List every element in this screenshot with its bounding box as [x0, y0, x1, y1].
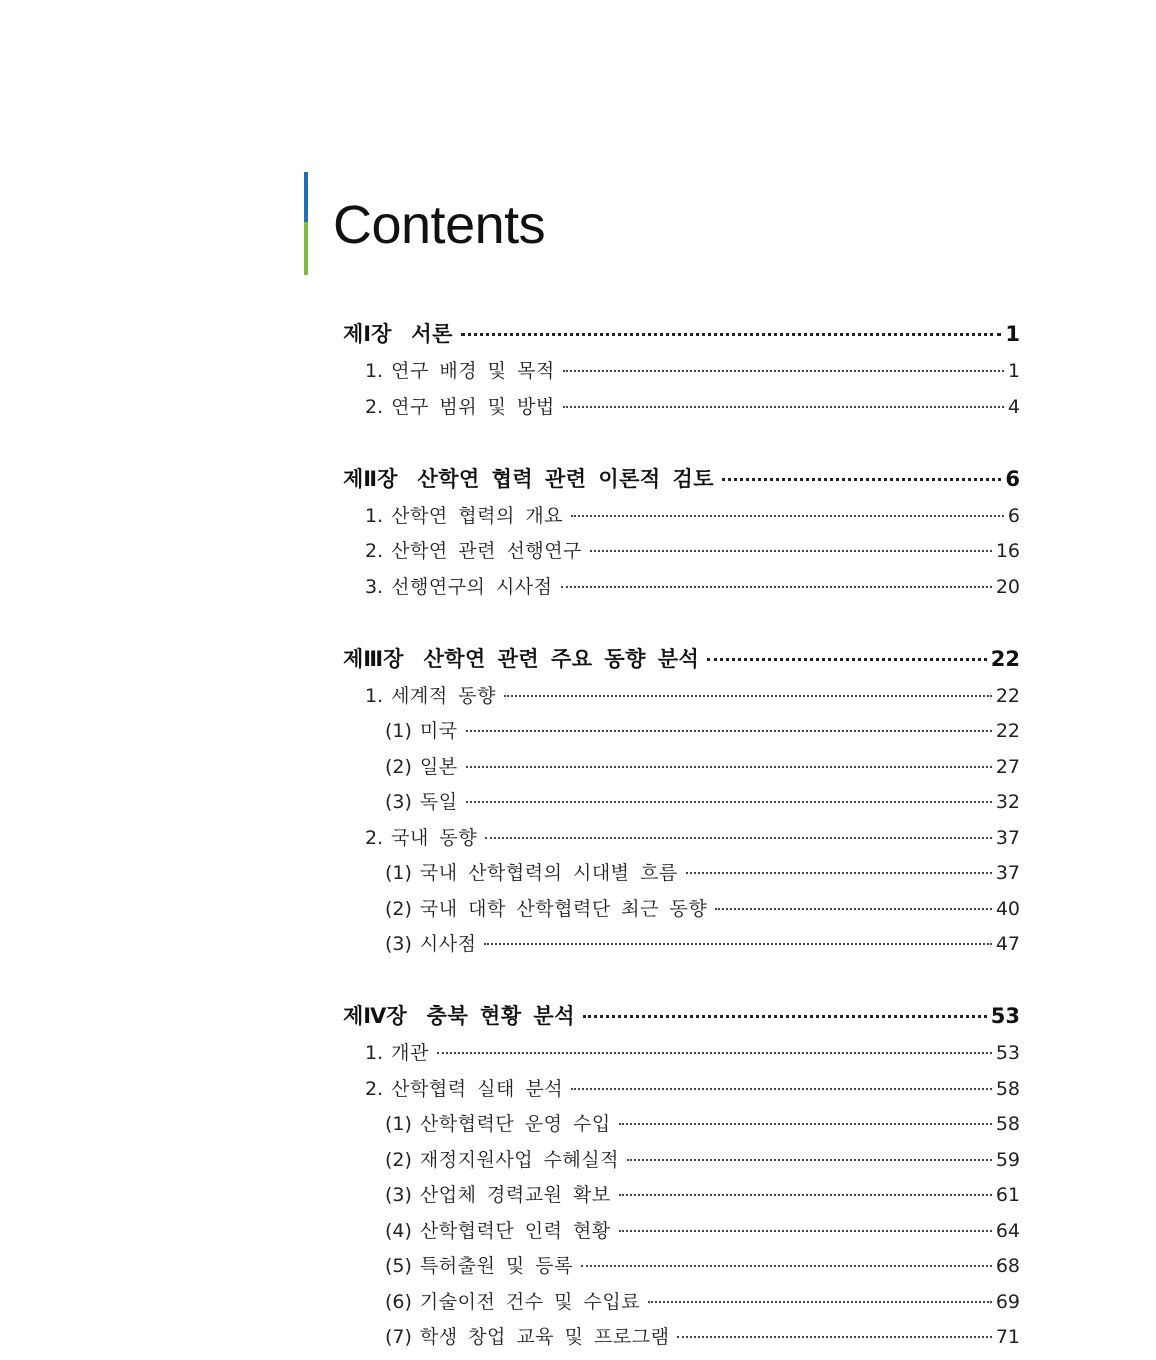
toc-entry-label: 국내 산학협력의 시대별 흐름: [419, 862, 678, 884]
toc-entry-number: (2): [385, 755, 412, 778]
toc-entry-subsection[interactable]: [385, 858, 1020, 885]
dot-leader: [466, 801, 992, 803]
toc-entry-number: (1): [385, 862, 412, 884]
toc-entry-page-number: 1: [1005, 322, 1020, 346]
toc-entry-chapter[interactable]: [343, 318, 1020, 348]
toc-entry-page-number: 59: [995, 1148, 1020, 1171]
toc-entry-label: 산학연 협력의 개요: [391, 504, 564, 527]
dot-leader: [563, 370, 1004, 372]
toc-entry-page-number: 68: [995, 1255, 1020, 1277]
toc-entry-page-number: 58: [995, 1113, 1020, 1135]
toc-entry-page-number: 4: [1007, 395, 1020, 418]
dot-leader: [466, 766, 992, 768]
toc-entry-section[interactable]: [365, 823, 1020, 850]
toc-entry-subsection[interactable]: [385, 929, 1020, 956]
toc-entry-section[interactable]: [365, 392, 1020, 419]
toc-entry-label: 기술이전 건수 및 수입료: [419, 1290, 641, 1313]
page-title: Contents: [333, 195, 546, 255]
dot-leader: [648, 1301, 992, 1303]
toc-entry-number: 1.: [365, 504, 384, 527]
dot-leader: [677, 1336, 991, 1338]
toc-entry-number: 2.: [365, 540, 384, 562]
toc-entry-number: 1.: [365, 684, 384, 707]
toc-entry-section[interactable]: [365, 356, 1020, 383]
dot-leader: [466, 730, 992, 732]
toc-entry-number: 1.: [365, 360, 384, 382]
toc-entry-label: 연구 범위 및 방법: [391, 395, 555, 418]
toc-entry-label: 산학연 관련 주요 동향 분석: [423, 646, 700, 671]
dot-leader: [561, 586, 992, 588]
toc-entry-subsection[interactable]: [385, 1145, 1020, 1172]
dot-leader: [571, 515, 1004, 517]
toc-entry-number: (2): [385, 1148, 412, 1171]
toc-entry-page-number: 22: [995, 684, 1020, 707]
toc-entry-number: 3.: [365, 575, 384, 598]
toc-entry-page-number: 37: [995, 826, 1020, 849]
toc-entry-number: (3): [385, 933, 412, 955]
dot-leader: [437, 1052, 992, 1054]
dot-leader: [571, 1088, 992, 1090]
toc-entry-section[interactable]: [365, 681, 1020, 708]
toc-entry-label: 산학협력단 인력 현황: [419, 1219, 611, 1242]
dot-leader: [686, 872, 992, 874]
toc-entry-number: 1.: [365, 1042, 384, 1064]
toc-entry-number: (4): [385, 1219, 412, 1242]
dot-leader: [715, 908, 992, 910]
toc-entry-label: 산학연 관련 선행연구: [391, 540, 582, 562]
toc-entry-label: 연구 배경 및 목적: [391, 360, 555, 382]
toc-entry-number: (3): [385, 791, 412, 813]
toc-entry-page-number: 37: [995, 862, 1020, 884]
dot-leader: [563, 406, 1004, 408]
toc-entry-number: 2.: [365, 1077, 384, 1100]
dot-leader: [461, 333, 1001, 336]
dot-leader: [590, 550, 992, 552]
dot-leader: [484, 943, 991, 945]
toc-entry-number: 제Ⅱ장: [343, 466, 398, 491]
toc-entry-page-number: 58: [995, 1077, 1020, 1100]
toc-entry-label: 국내 동향: [391, 826, 478, 849]
toc-entry-number: 2.: [365, 395, 384, 418]
toc-entry-subsection[interactable]: [385, 1109, 1020, 1136]
dot-leader: [627, 1159, 992, 1161]
dot-leader: [504, 695, 992, 697]
toc-entry-label: 서론: [411, 322, 453, 346]
toc-entry-number: (5): [385, 1255, 412, 1277]
toc-entry-page-number: 69: [995, 1290, 1020, 1313]
toc-entry-subsection[interactable]: [385, 787, 1020, 814]
toc-entry-subsection[interactable]: [385, 1216, 1020, 1243]
toc-entry-page-number: 64: [995, 1219, 1020, 1242]
toc-entry-section[interactable]: [365, 1074, 1020, 1101]
toc-entry-section[interactable]: [365, 1038, 1020, 1065]
toc-entry-subsection[interactable]: [385, 1251, 1020, 1278]
toc-entry-label: 산학협력단 운영 수입: [419, 1113, 611, 1135]
toc-entry-page-number: 53: [990, 1004, 1020, 1028]
dot-leader: [619, 1123, 992, 1125]
toc-entry-page-number: 71: [995, 1326, 1020, 1348]
toc-entry-label: 미국: [419, 720, 458, 742]
toc-entry-section[interactable]: [365, 536, 1020, 563]
dot-leader: [485, 837, 992, 839]
toc-entry-label: 충북 현황 분석: [426, 1004, 575, 1028]
toc-entry-label: 시사점: [419, 933, 477, 955]
toc-entry-label: 재정지원사업 수혜실적: [419, 1148, 620, 1171]
toc-entry-subsection[interactable]: [385, 1322, 1020, 1349]
toc-entry-chapter[interactable]: [343, 1000, 1020, 1030]
dot-leader: [619, 1230, 992, 1232]
dot-leader: [583, 1015, 987, 1018]
toc-entry-label: 산학협력 실태 분석: [391, 1077, 564, 1100]
accent-bar-bottom: [304, 222, 308, 275]
toc-entry-section[interactable]: [365, 572, 1020, 599]
toc-entry-number: (1): [385, 720, 412, 742]
toc-entry-label: 선행연구의 시사점: [391, 575, 553, 598]
toc-entry-page-number: 20: [995, 575, 1020, 598]
toc-entry-page-number: 22: [995, 720, 1020, 742]
toc-entry-label: 일본: [419, 755, 458, 778]
toc-entry-label: 특허출원 및 등록: [419, 1255, 573, 1277]
toc-entry-chapter[interactable]: [343, 463, 1020, 493]
toc-entry-label: 산학연 협력 관련 이론적 검토: [417, 466, 715, 491]
toc-entry-label: 산업체 경력교원 확보: [419, 1184, 611, 1206]
toc-entry-number: 제Ⅰ장: [343, 322, 392, 346]
toc-entry-section[interactable]: [365, 501, 1020, 528]
dot-leader: [581, 1265, 992, 1267]
toc-entry-chapter[interactable]: [343, 643, 1020, 673]
toc-entry-label: 세계적 동향: [391, 684, 496, 707]
toc-entry-page-number: 53: [995, 1042, 1020, 1064]
toc-entry-label: 학생 창업 교육 및 프로그램: [419, 1326, 670, 1348]
toc-entry-number: (3): [385, 1184, 412, 1206]
toc-entry-page-number: 27: [995, 755, 1020, 778]
toc-entry-label: 국내 대학 산학협력단 최근 동향: [419, 897, 708, 920]
toc-entry-page-number: 16: [995, 540, 1020, 562]
toc-entry-number: 2.: [365, 826, 384, 849]
toc-entry-label: 개관: [391, 1042, 429, 1064]
toc-entry-subsection[interactable]: [385, 1287, 1020, 1314]
toc-entry-page-number: 6: [1005, 466, 1020, 491]
dot-leader: [619, 1194, 992, 1196]
toc-entry-subsection[interactable]: [385, 1180, 1020, 1207]
toc-entry-number: (7): [385, 1326, 412, 1348]
toc-entry-subsection[interactable]: [385, 716, 1020, 743]
toc-entry-page-number: 22: [990, 646, 1020, 671]
toc-entry-page-number: 40: [995, 897, 1020, 920]
accent-bar-top: [304, 172, 308, 222]
toc-entry-page-number: 6: [1007, 504, 1020, 527]
toc-entry-number: (1): [385, 1113, 412, 1135]
dot-leader: [722, 478, 1001, 481]
dot-leader: [707, 658, 986, 661]
toc-entry-subsection[interactable]: [385, 752, 1020, 779]
toc-entry-label: 독일: [419, 791, 458, 813]
toc-entry-number: 제Ⅳ장: [343, 1004, 407, 1028]
toc-entry-number: 제Ⅲ장: [343, 646, 404, 671]
toc-entry-page-number: 47: [995, 933, 1020, 955]
toc-entry-page-number: 61: [995, 1184, 1020, 1206]
toc-entry-subsection[interactable]: [385, 894, 1020, 921]
toc-entry-page-number: 1: [1007, 360, 1020, 382]
toc-entry-number: (2): [385, 897, 412, 920]
toc-entry-page-number: 32: [995, 791, 1020, 813]
toc-entry-number: (6): [385, 1290, 412, 1313]
